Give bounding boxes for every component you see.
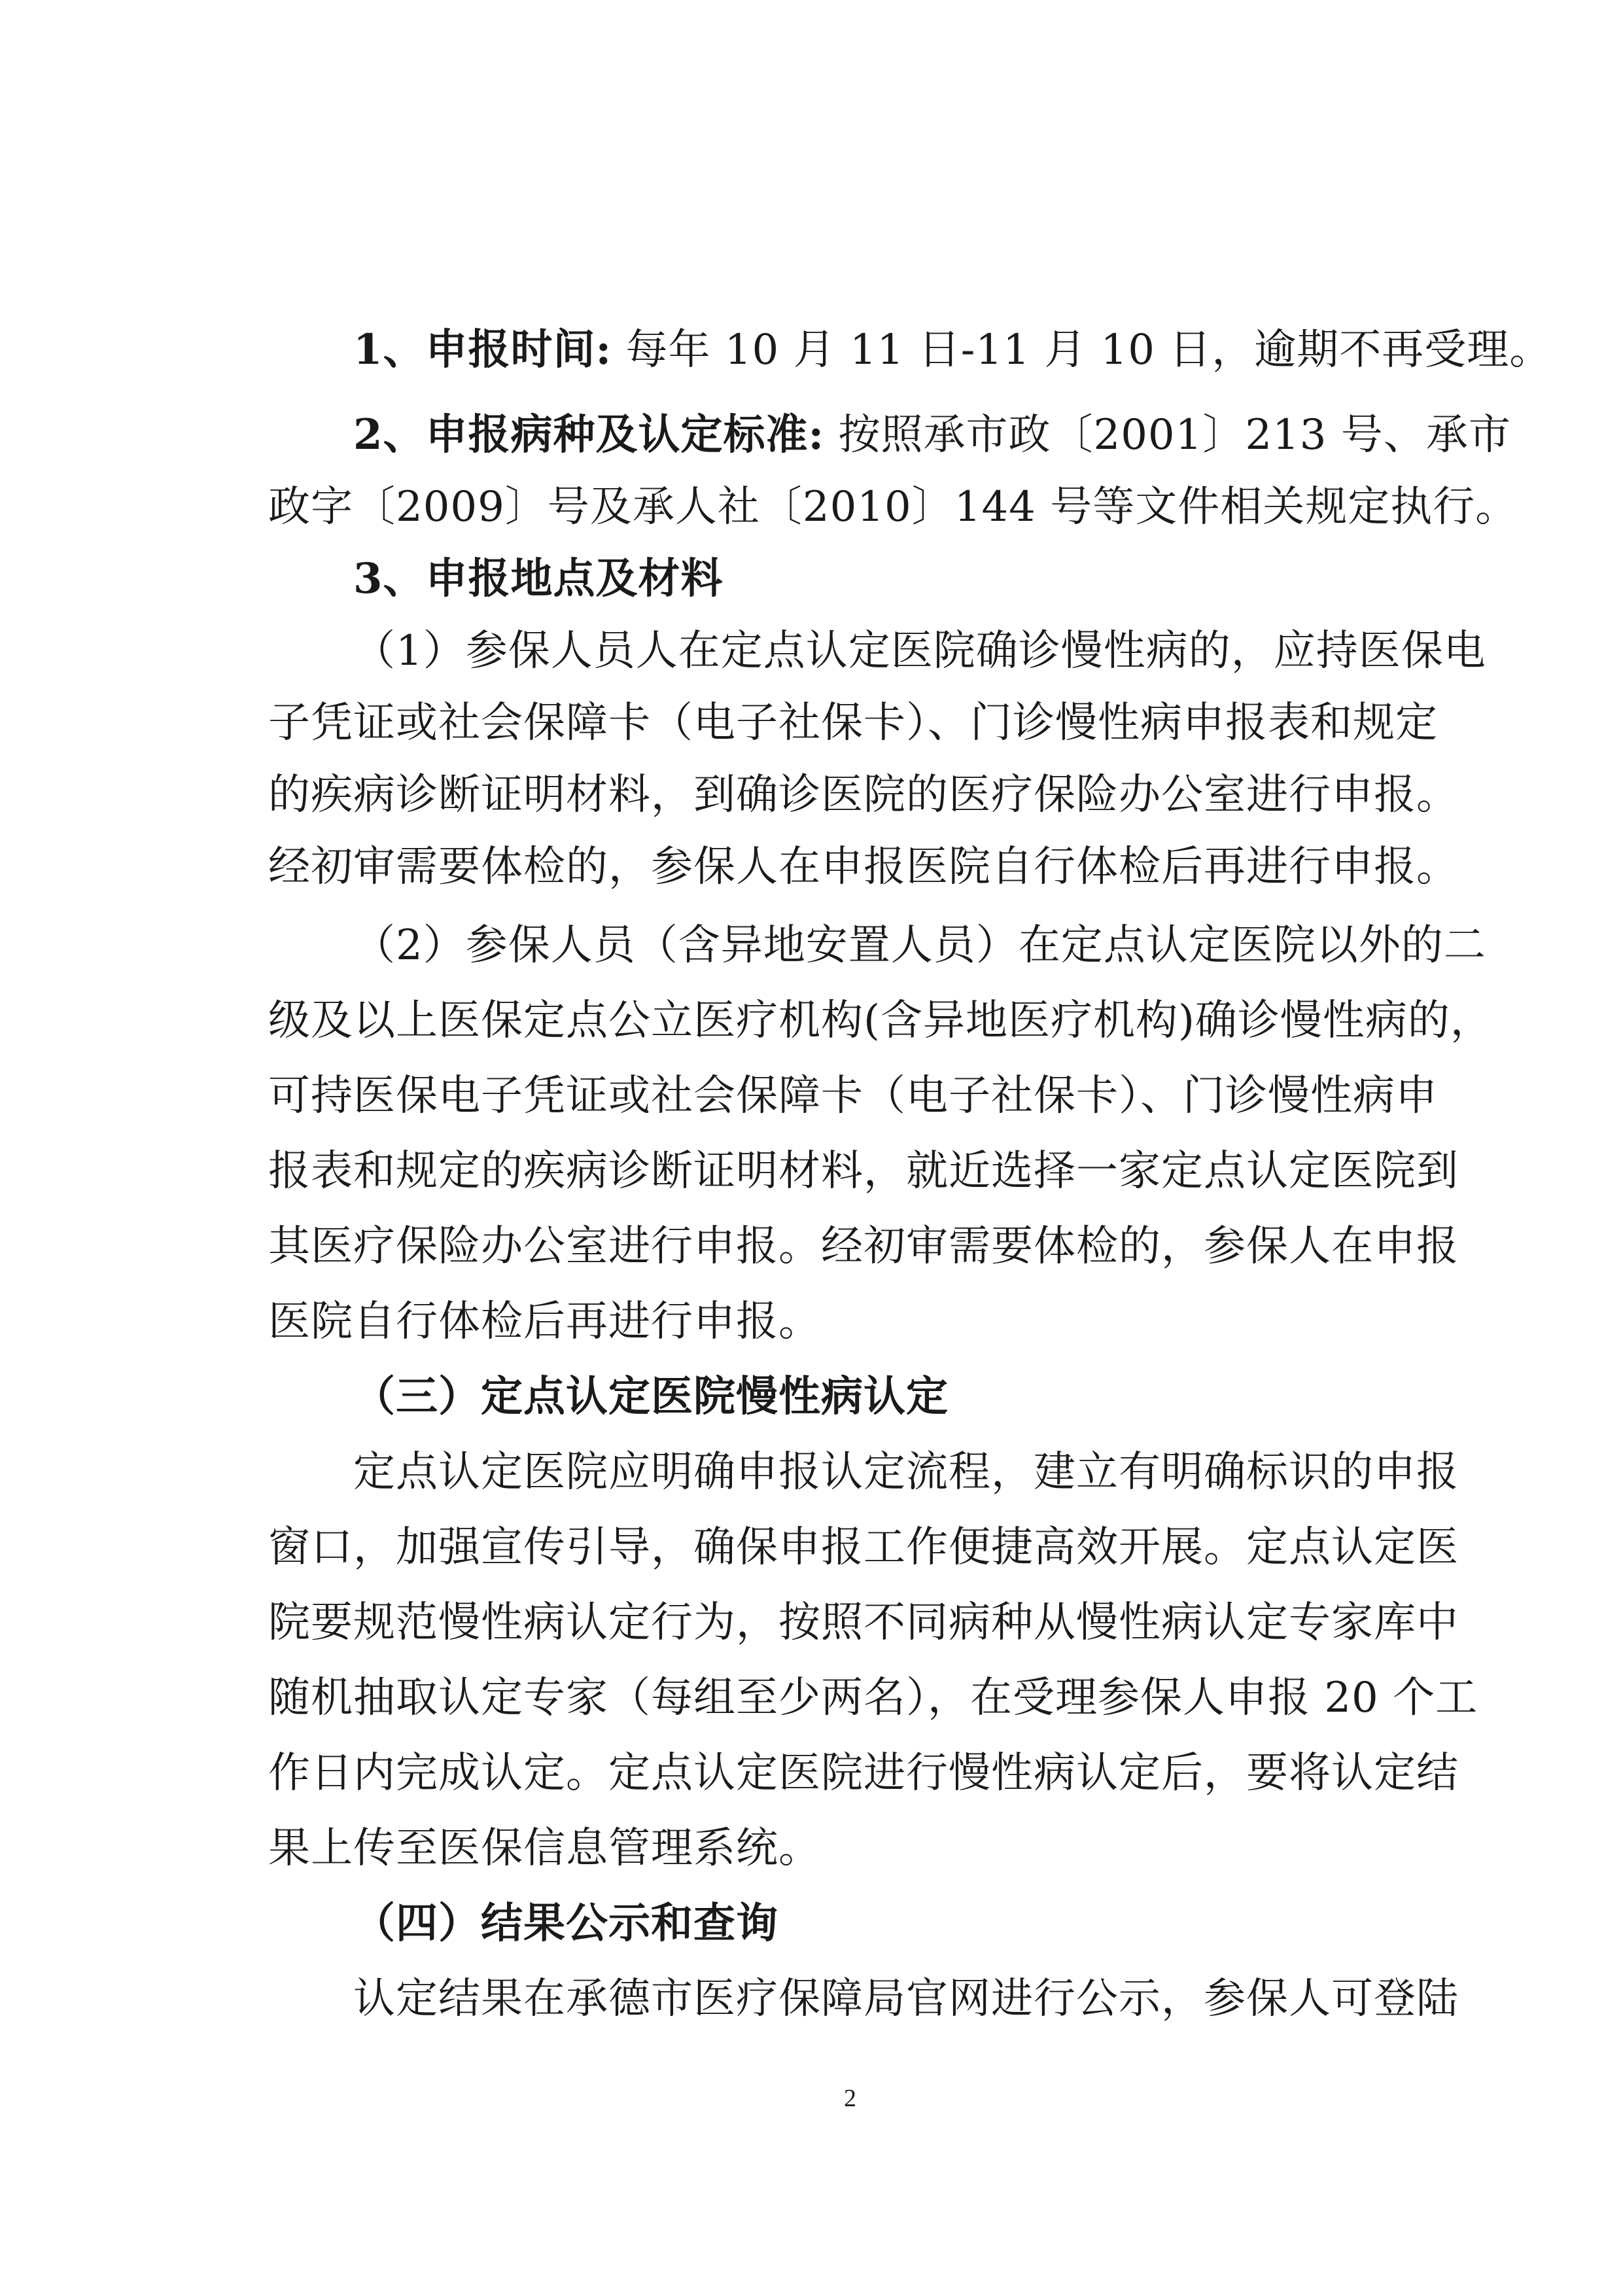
paragraph-2-line: 可持医保电子凭证或社会保障卡（电子社保卡）、门诊慢性病申 <box>268 1072 1438 1120</box>
paragraph-3-line: 作日内完成认定。定点认定医院进行慢性病认定后，要将认定结 <box>268 1749 1459 1797</box>
heading-section-four: （四）结果公示和查询 <box>353 1899 778 1948</box>
paragraph-application-time <box>353 324 1552 376</box>
heading-location-materials: 3、申报地点及材料 <box>353 554 724 603</box>
paragraph-4-line: 认定结果在承德市医疗保障局官网进行公示，参保人可登陆 <box>353 1975 1459 2023</box>
paragraph-2-line: 其医疗保险办公室进行申报。经初审需要体检的，参保人在申报 <box>268 1222 1459 1271</box>
paragraph-3-line: 定点认定医院应明确申报认定流程，建立有明确标识的申报 <box>353 1448 1459 1496</box>
page-number: 2 <box>844 2085 856 2112</box>
paragraph-2-line: 医院自行体检后再进行申报。 <box>268 1298 821 1346</box>
paragraph-1-line: 子凭证或社会保障卡（电子社保卡）、门诊慢性病申报表和规定 <box>268 699 1438 747</box>
paragraph-3-line: 院要规范慢性病认定行为，按照不同病种从慢性病认定专家库中 <box>268 1598 1459 1647</box>
paragraph-1-line: 经初审需要体检的，参保人在申报医院自行体检后再进行申报。 <box>268 843 1459 891</box>
paragraph-2-line: 报表和规定的疾病诊断证明材料，就近选择一家定点认定医院到 <box>268 1147 1459 1195</box>
paragraph-3-line: 窗口，加强宣传引导，确保申报工作便捷高效开展。定点认定医 <box>268 1523 1459 1572</box>
heading-section-three: （三）定点认定医院慢性病认定 <box>353 1372 949 1421</box>
text-disease-standard-a: 按照承市政〔2001〕213 号、承市 <box>824 411 1511 459</box>
paragraph-disease-standard-line-2: 政字〔2009〕号及承人社〔2010〕144 号等文件相关规定执行。 <box>268 483 1518 531</box>
paragraph-1-line: （1）参保人员人在定点认定医院确诊慢性病的，应持医保电 <box>353 627 1486 675</box>
paragraph-disease-standard-line-1 <box>353 409 1511 461</box>
paragraph-3-line: 随机抽取认定专家（每组至少两名），在受理参保人申报 20 个工 <box>268 1674 1478 1722</box>
paragraph-3-line: 果上传至医保信息管理系统。 <box>268 1824 821 1873</box>
paragraph-2-line: 级及以上医保定点公立医疗机构(含异地医疗机构)确诊慢性病的， <box>268 997 1493 1045</box>
paragraph-2-line: （2）参保人员（含异地安置人员）在定点认定医院以外的二 <box>353 921 1486 970</box>
label-disease-standard: 2、申报病种及认定标准: <box>353 410 825 459</box>
paragraph-1-line: 的疾病诊断证明材料，到确诊医院的医疗保险办公室进行申报。 <box>268 771 1459 819</box>
text-application-time: 每年 10 月 11 日-11 月 10 日，逾期不再受理。 <box>612 326 1552 374</box>
label-application-time: 1、申报时间: <box>353 325 612 374</box>
